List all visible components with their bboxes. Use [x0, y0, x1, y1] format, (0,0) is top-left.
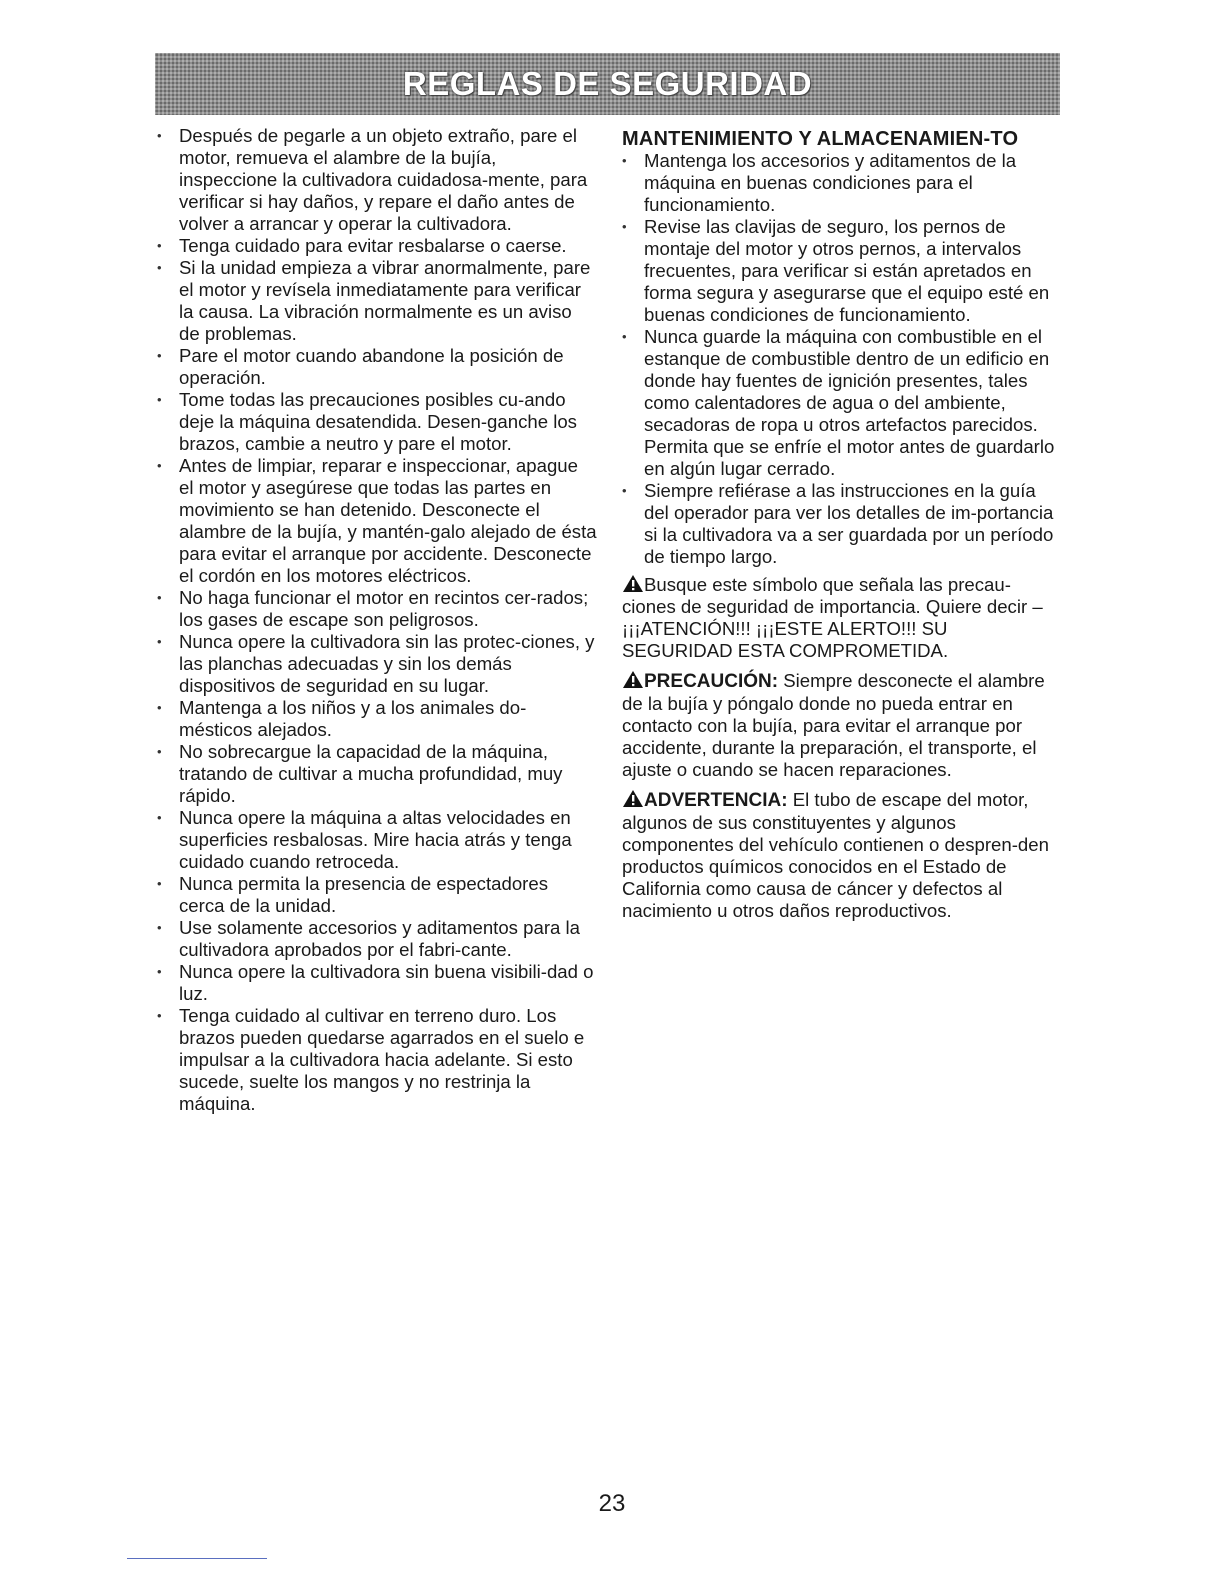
warning-notice	[622, 789, 1062, 922]
list-item: • No sobrecargue la capacidad de la máquina, tratando de cultivar a mucha profundidad, muy rápido.	[157, 741, 597, 807]
list-item: • Nunca guarde la máquina con combustible en el estanque de combustible dentro de un edificio en donde hay fuentes de ignición presentes, tales como calentadores de agua o del ambiente, secadoras de ropa u otros artefactos parecidos. Permita que se enfríe el motor antes de guardarlo en algún lugar cerrado.	[622, 326, 1062, 480]
warning-triangle-icon	[622, 670, 644, 689]
list-item: • Tome todas las precauciones posibles cu-ando deje la máquina desatendida. Desen-ganche los brazos, cambie a neutro y pare el motor.	[157, 389, 597, 455]
precaution-text: Siempre desconecte el alambre de la bujía y póngalo donde no pueda entrar en contacto con la bujía, para evitar el arranque por accidente, durante la preparación, el transporte, el ajuste o cuando se hacen reparaciones.	[622, 670, 1045, 780]
list-item: • Nunca opere la cultivadora sin las protec-ciones, y las planchas adecuadas y sin los demás dispositivos de seguridad en su lugar.	[157, 631, 597, 697]
warning-triangle-icon	[622, 789, 644, 808]
maintenance-list	[622, 150, 1062, 568]
left-column	[157, 125, 597, 1115]
precaution-label: PRECAUCIÓN:	[644, 671, 779, 692]
list-item: • Nunca permita la presencia de espectadores cerca de la unidad.	[157, 873, 597, 917]
list-item: • Tenga cuidado al cultivar en terreno duro. Los brazos pueden quedarse agarrados en el suelo e impulsar a la cultivadora hacia adelante. Si esto sucede, suelte los mangos y no restrinja la máquina.	[157, 1005, 597, 1115]
list-item: • Nunca opere la máquina a altas velocidades en superficies resbalosas. Mire hacia atrás y tenga cuidado cuando retroceda.	[157, 807, 597, 873]
symbol-notice-text: Busque este símbolo que señala las precau-ciones de seguridad de importancia. Quiere decir – ¡¡¡ATENCIÓN!!! ¡¡¡ESTE ALERTO!!! SU SEGURIDAD ESTA COMPROMETIDA.	[622, 574, 1043, 661]
precaution-notice	[622, 670, 1062, 781]
list-item: • Nunca opere la cultivadora sin buena visibili-dad o luz.	[157, 961, 597, 1005]
list-item: • Tenga cuidado para evitar resbalarse o caerse.	[157, 235, 597, 257]
list-item: • Antes de limpiar, reparar e inspeccionar, apague el motor y asegúrese que todas las partes en movimiento se han detenido. Desconecte el alambre de la bujía, y mantén-galo alejado de ésta para evitar el arranque por accidente. Desconecte el cordón en los motores eléctricos.	[157, 455, 597, 587]
list-item: • Revise las clavijas de seguro, los pernos de montaje del motor y otros pernos, a intervalos frecuentes, para verificar si están apretados en forma segura y asegurarse que el equipo esté en buenas condiciones de funcionamiento.	[622, 216, 1062, 326]
list-item: • Siempre refiérase a las instrucciones en la guía del operador para ver los detalles de im-portancia si la cultivadora va a ser guardada por un período de tiempo largo.	[622, 480, 1062, 568]
footer-divider	[127, 1558, 267, 1559]
list-item: • Use solamente accesorios y aditamentos para la cultivadora aprobados por el fabri-cante.	[157, 917, 597, 961]
warning-triangle-icon	[622, 574, 644, 593]
maintenance-heading: MANTENIMIENTO Y ALMACENAMIEN-TO	[622, 128, 1019, 150]
list-item: • Pare el motor cuando abandone la posición de operación.	[157, 345, 597, 389]
section-banner	[155, 53, 1060, 115]
right-column	[622, 125, 1062, 922]
list-item: • No haga funcionar el motor en recintos cer-rados; los gases de escape son peligrosos.	[157, 587, 597, 631]
page-number: 23	[598, 1490, 626, 1517]
symbol-notice	[622, 574, 1062, 662]
list-item: • Después de pegarle a un objeto extraño, pare el motor, remueva el alambre de la bujía, inspeccione la cultivadora cuidadosa-mente, para verificar si hay daños, y repare el daño antes de volver a arrancar y operar la cultivadora.	[157, 125, 597, 235]
list-item: • Mantenga a los niños y a los animales do-mésticos alejados.	[157, 697, 597, 741]
page-title: REGLAS DE SEGURIDAD	[402, 65, 813, 102]
warning-text: El tubo de escape del motor, algunos de sus constituyentes y algunos componentes del vehículo contienen o despren-den productos químicos conocidos en el Estado de California como causa de cáncer y defectos al nacimiento u otros daños reproductivos.	[622, 789, 1049, 921]
list-item: • Si la unidad empieza a vibrar anormalmente, pare el motor y revísela inmediatamente para verificar la causa. La vibración normalmente es un aviso de problemas.	[157, 257, 597, 345]
safety-rules-list	[157, 125, 597, 1115]
warning-label: ADVERTENCIA:	[644, 790, 788, 811]
list-item: • Mantenga los accesorios y aditamentos de la máquina en buenas condiciones para el funcionamiento.	[622, 150, 1062, 216]
